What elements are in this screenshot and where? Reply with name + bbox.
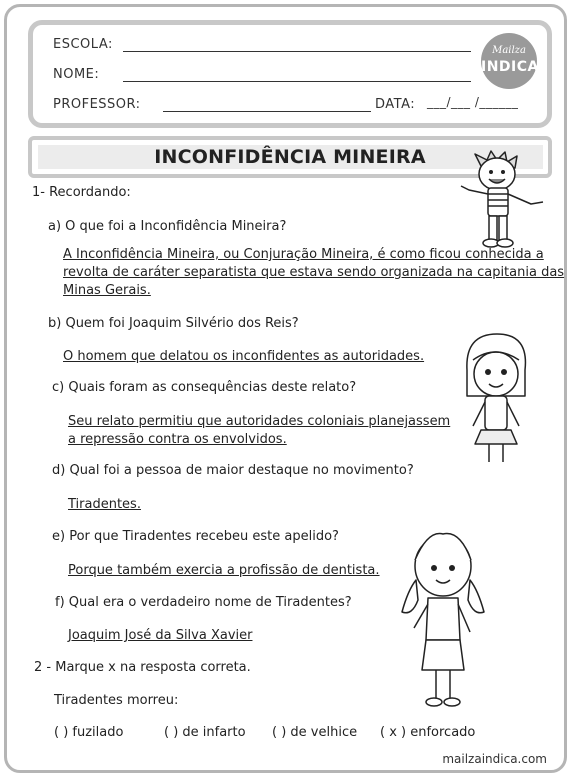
section2-heading: 2 - Marque x na resposta correta.: [34, 660, 251, 675]
answer-b: O homem que delatou os inconfidentes as autoridades.: [63, 349, 425, 364]
girl-pigtails-illustration: [398, 520, 488, 710]
logo-script-text: Mailza: [492, 45, 526, 56]
section2-prompt: Tiradentes morreu:: [54, 693, 179, 708]
girl-bob-hair-illustration: [455, 330, 535, 470]
name-line: [123, 81, 471, 82]
answer-c-line1: Seu relato permitiu que autoridades coloniais planejassem: [68, 414, 451, 429]
school-line: [123, 51, 471, 52]
student-info-header: [28, 20, 552, 128]
answer-a-line1: A Inconfidência Mineira, ou Conjuração Mineira, é como ficou conhecida a: [63, 247, 544, 262]
page-title: INCONFIDÊNCIA MINEIRA: [154, 146, 426, 168]
answer-a-line3: Minas Gerais.: [63, 283, 151, 298]
option-fuzilado[interactable]: ( ) fuzilado: [54, 725, 124, 740]
question-d: d) Qual foi a pessoa de maior destaque no movimento?: [52, 463, 414, 478]
boy-illustration: [455, 150, 553, 250]
question-e: e) Por que Tiradentes recebeu este apelido?: [52, 529, 339, 544]
footer-url: mailzaindica.com: [442, 752, 547, 766]
teacher-line: [163, 111, 371, 112]
date-label: DATA:: [375, 97, 416, 112]
section1-heading: 1- Recordando:: [32, 185, 131, 200]
option-infarto[interactable]: ( ) de infarto: [164, 725, 246, 740]
option-velhice[interactable]: ( ) de velhice: [272, 725, 358, 740]
date-blank: ___/___ /______: [427, 95, 519, 109]
brand-logo: [481, 33, 537, 89]
answer-e: Porque também exercia a profissão de dentista.: [68, 563, 380, 578]
option-enforcado[interactable]: ( x ) enforcado: [380, 725, 476, 740]
logo-text: INDICA: [481, 59, 539, 75]
school-label: ESCOLA:: [53, 37, 113, 52]
answer-c-line2: a repressão contra os envolvidos.: [68, 432, 287, 447]
answer-d: Tiradentes.: [68, 497, 141, 512]
question-f: f) Qual era o verdadeiro nome de Tiradentes?: [55, 595, 352, 610]
teacher-label: PROFESSOR:: [53, 97, 141, 112]
question-a: a) O que foi a Inconfidência Mineira?: [48, 219, 287, 234]
question-c: c) Quais foram as consequências deste relato?: [52, 380, 357, 395]
question-b: b) Quem foi Joaquim Silvério dos Reis?: [48, 316, 299, 331]
answer-a-line2: revolta de caráter separatista que estava sendo organizada na capitania das: [63, 265, 565, 280]
name-label: NOME:: [53, 67, 100, 82]
answer-f: Joaquim José da Silva Xavier: [68, 628, 253, 643]
